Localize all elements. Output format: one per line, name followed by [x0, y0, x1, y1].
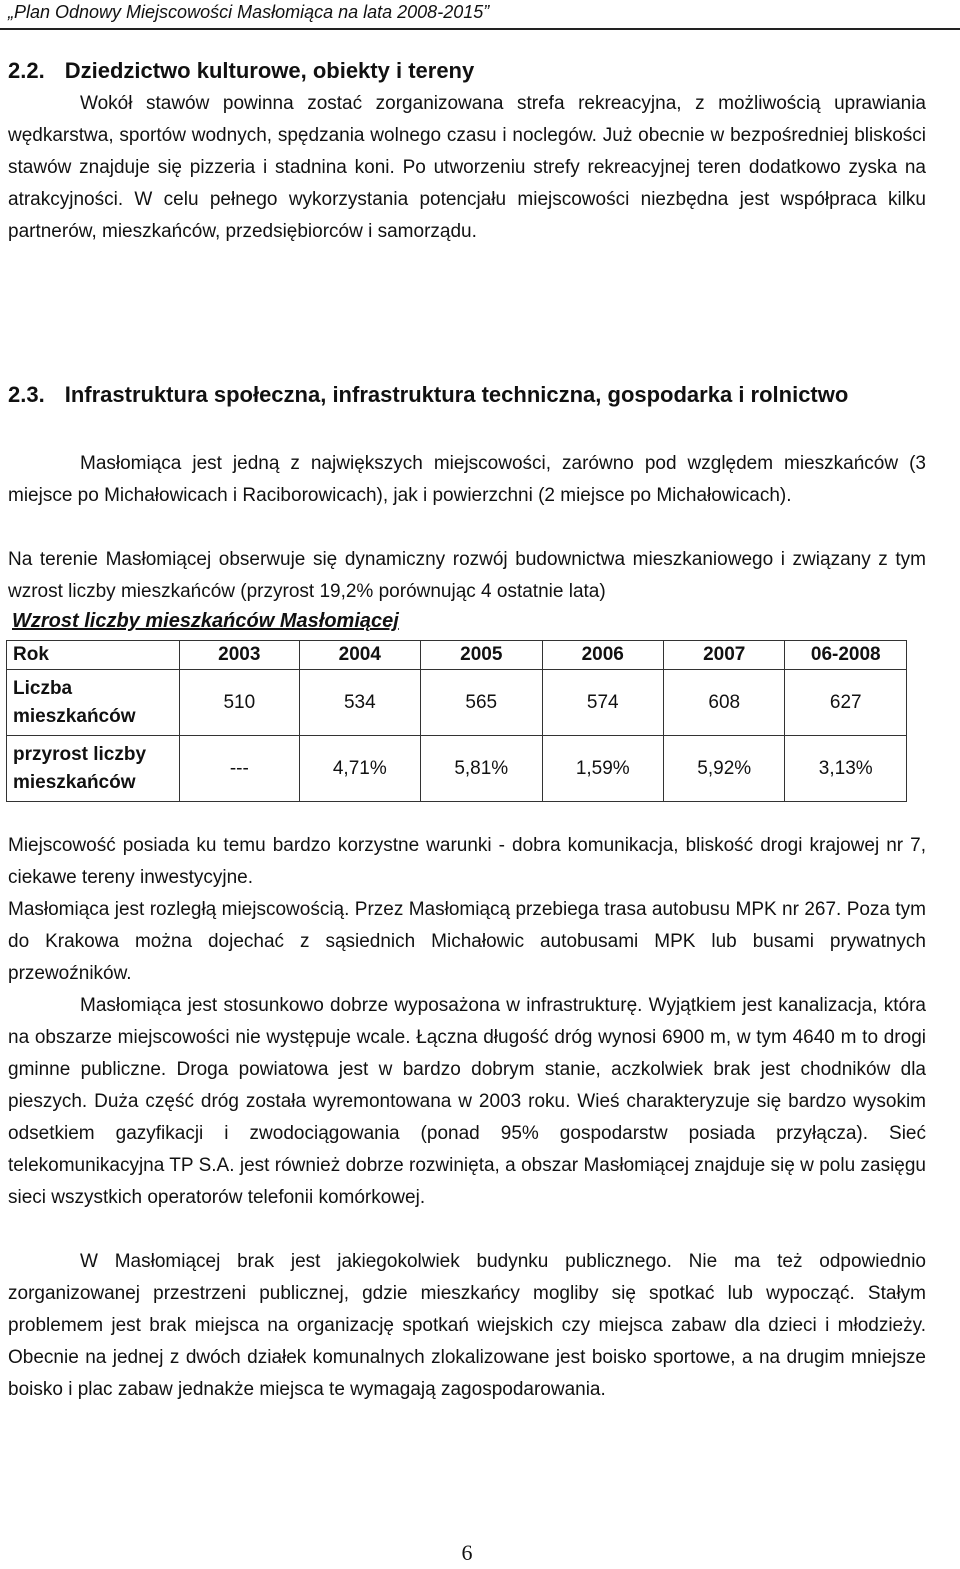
year-cell: 2005 — [421, 641, 542, 670]
table-cell: 627 — [785, 670, 907, 736]
year-cell: 2003 — [180, 641, 299, 670]
running-header: „Plan Odnowy Miejscowości Masłomiąca na lata 2008-2015” — [8, 2, 490, 22]
year-cell: 2004 — [299, 641, 420, 670]
section-title: Infrastruktura społeczna, infrastruktura techniczna, gospodarka i rolnictwo — [64, 382, 849, 407]
table-cell: --- — [180, 736, 299, 802]
paragraph-5: Masłomiąca jest stosunkowo dobrze wyposażona w infrastrukturę. Wyjątkiem jest kanalizacja, która na obszarze miejscowości nie występuje wcale. Łączna długość dróg wynosi 6900 m, w tym 4640 m to drogi gminne publiczne. Droga powiatowa jest w bardzo dobrym stanie, aczkolwiek brak jest chodników dla pieszych. Duża część dróg została wyremontowana w 2003 roku. Wieś charakteryzuje się bardzo wysokim odsetkiem gazyfikacji i zwodociągowania (ponad 95% gospodarstw posiada przyłącza). Sieć telekomunikacyjna TP S.A. jest również dobrze rozwinięta, a obszar Masłomiącej znajduje się w polu zasięgu sieci wszystkich operatorów telefonii komórkowej. — [8, 995, 926, 1208]
paragraph-6: W Masłomiącej brak jest jakiegokolwiek budynku publicznego. Nie ma też odpowiednio zorganizowanej przestrzeni publicznej, gdzie mieszkańcy mogliby się spotkać lub wypocząć. Stałym problemem jest brak miejsca na organizację spotkań wiejskich czy miejsca zabaw dla dzieci i młodzieży. Obecnie na jednej z dwóch działek komunalnych zlokalizowane jest boisko sportowe, a na drugim mniejsze boisko i plac zabaw jednakże miejsca te wymagają zagospodarowania. — [8, 1251, 926, 1400]
table-cell: 608 — [664, 670, 785, 736]
paragraph-1: Masłomiąca jest jedną z największych miejscowości, zarówno pod względem mieszkańców (3 miejsce po Michałowicach i Raciborowicach), jak i powierzchni (2 miejsce po Michałowicach). — [8, 453, 926, 506]
table-cell: 1,59% — [542, 736, 663, 802]
table-title: Wzrost liczby mieszkańców Masłomiącej — [12, 610, 399, 632]
year-cell: 2006 — [542, 641, 663, 670]
section-title: Dziedzictwo kulturowe, obiekty i tereny — [64, 58, 475, 83]
table-row — [7, 736, 907, 802]
paragraph-4: Masłomiąca jest rozległą miejscowością. Przez Masłomiącą przebiega trasa autobusu MPK nr 267. Poza tym do Krakowa można dojechać z sąsiednich Michałowic autobusami MPK lub busami prywatnych przewoźników. — [8, 899, 926, 984]
section-number: 2.3. — [8, 382, 45, 407]
paragraph-2: Na terenie Masłomiącej obserwuje się dynamiczny rozwój budownictwa mieszkaniowego i związany z tym wzrost liczby mieszkańców (przyrost 19,2% porównując 4 ostatnie lata) — [8, 549, 926, 602]
table-header-row — [7, 641, 907, 670]
year-cell: 2007 — [664, 641, 785, 670]
section-number: 2.2. — [8, 58, 45, 83]
table-header-label: Rok — [7, 641, 180, 670]
table-cell: 534 — [299, 670, 420, 736]
row-label: Liczba mieszkańców — [7, 670, 180, 736]
header-rule — [0, 28, 960, 30]
population-table — [6, 640, 907, 802]
table-cell: 574 — [542, 670, 663, 736]
table-cell: 4,71% — [299, 736, 420, 802]
table-cell: 510 — [180, 670, 299, 736]
page-number: 6 — [461, 1540, 473, 1565]
section-heading-2-3 — [8, 382, 848, 408]
table-row — [7, 670, 907, 736]
table-cell: 565 — [421, 670, 542, 736]
section-2-2-paragraph: Wokół stawów powinna zostać zorganizowana strefa rekreacyjna, z możliwością uprawiania wędkarstwa, sportów wodnych, spędzania wolnego czasu i noclegów. Już obecnie w bezpośredniej bliskości stawów znajduje się pizzeria i stadnina koni. Po utworzeniu strefy rekreacyjnej teren dodatkowo zyska na atrakcyjności. W celu pełnego wykorzystania potencjału miejscowości niezbędna jest współpraca kilku partnerów, mieszkańców, przedsiębiorców i samorządu. — [8, 93, 926, 242]
table-cell: 3,13% — [785, 736, 907, 802]
year-cell: 06-2008 — [785, 641, 907, 670]
table-cell: 5,81% — [421, 736, 542, 802]
table-cell: 5,92% — [664, 736, 785, 802]
section-heading-2-2 — [8, 58, 474, 84]
paragraph-3: Miejscowość posiada ku temu bardzo korzystne warunki - dobra komunikacja, bliskość drogi krajowej nr 7, ciekawe tereny inwestycyjne. — [8, 835, 926, 888]
row-label: przyrost liczby mieszkańców — [7, 736, 180, 802]
